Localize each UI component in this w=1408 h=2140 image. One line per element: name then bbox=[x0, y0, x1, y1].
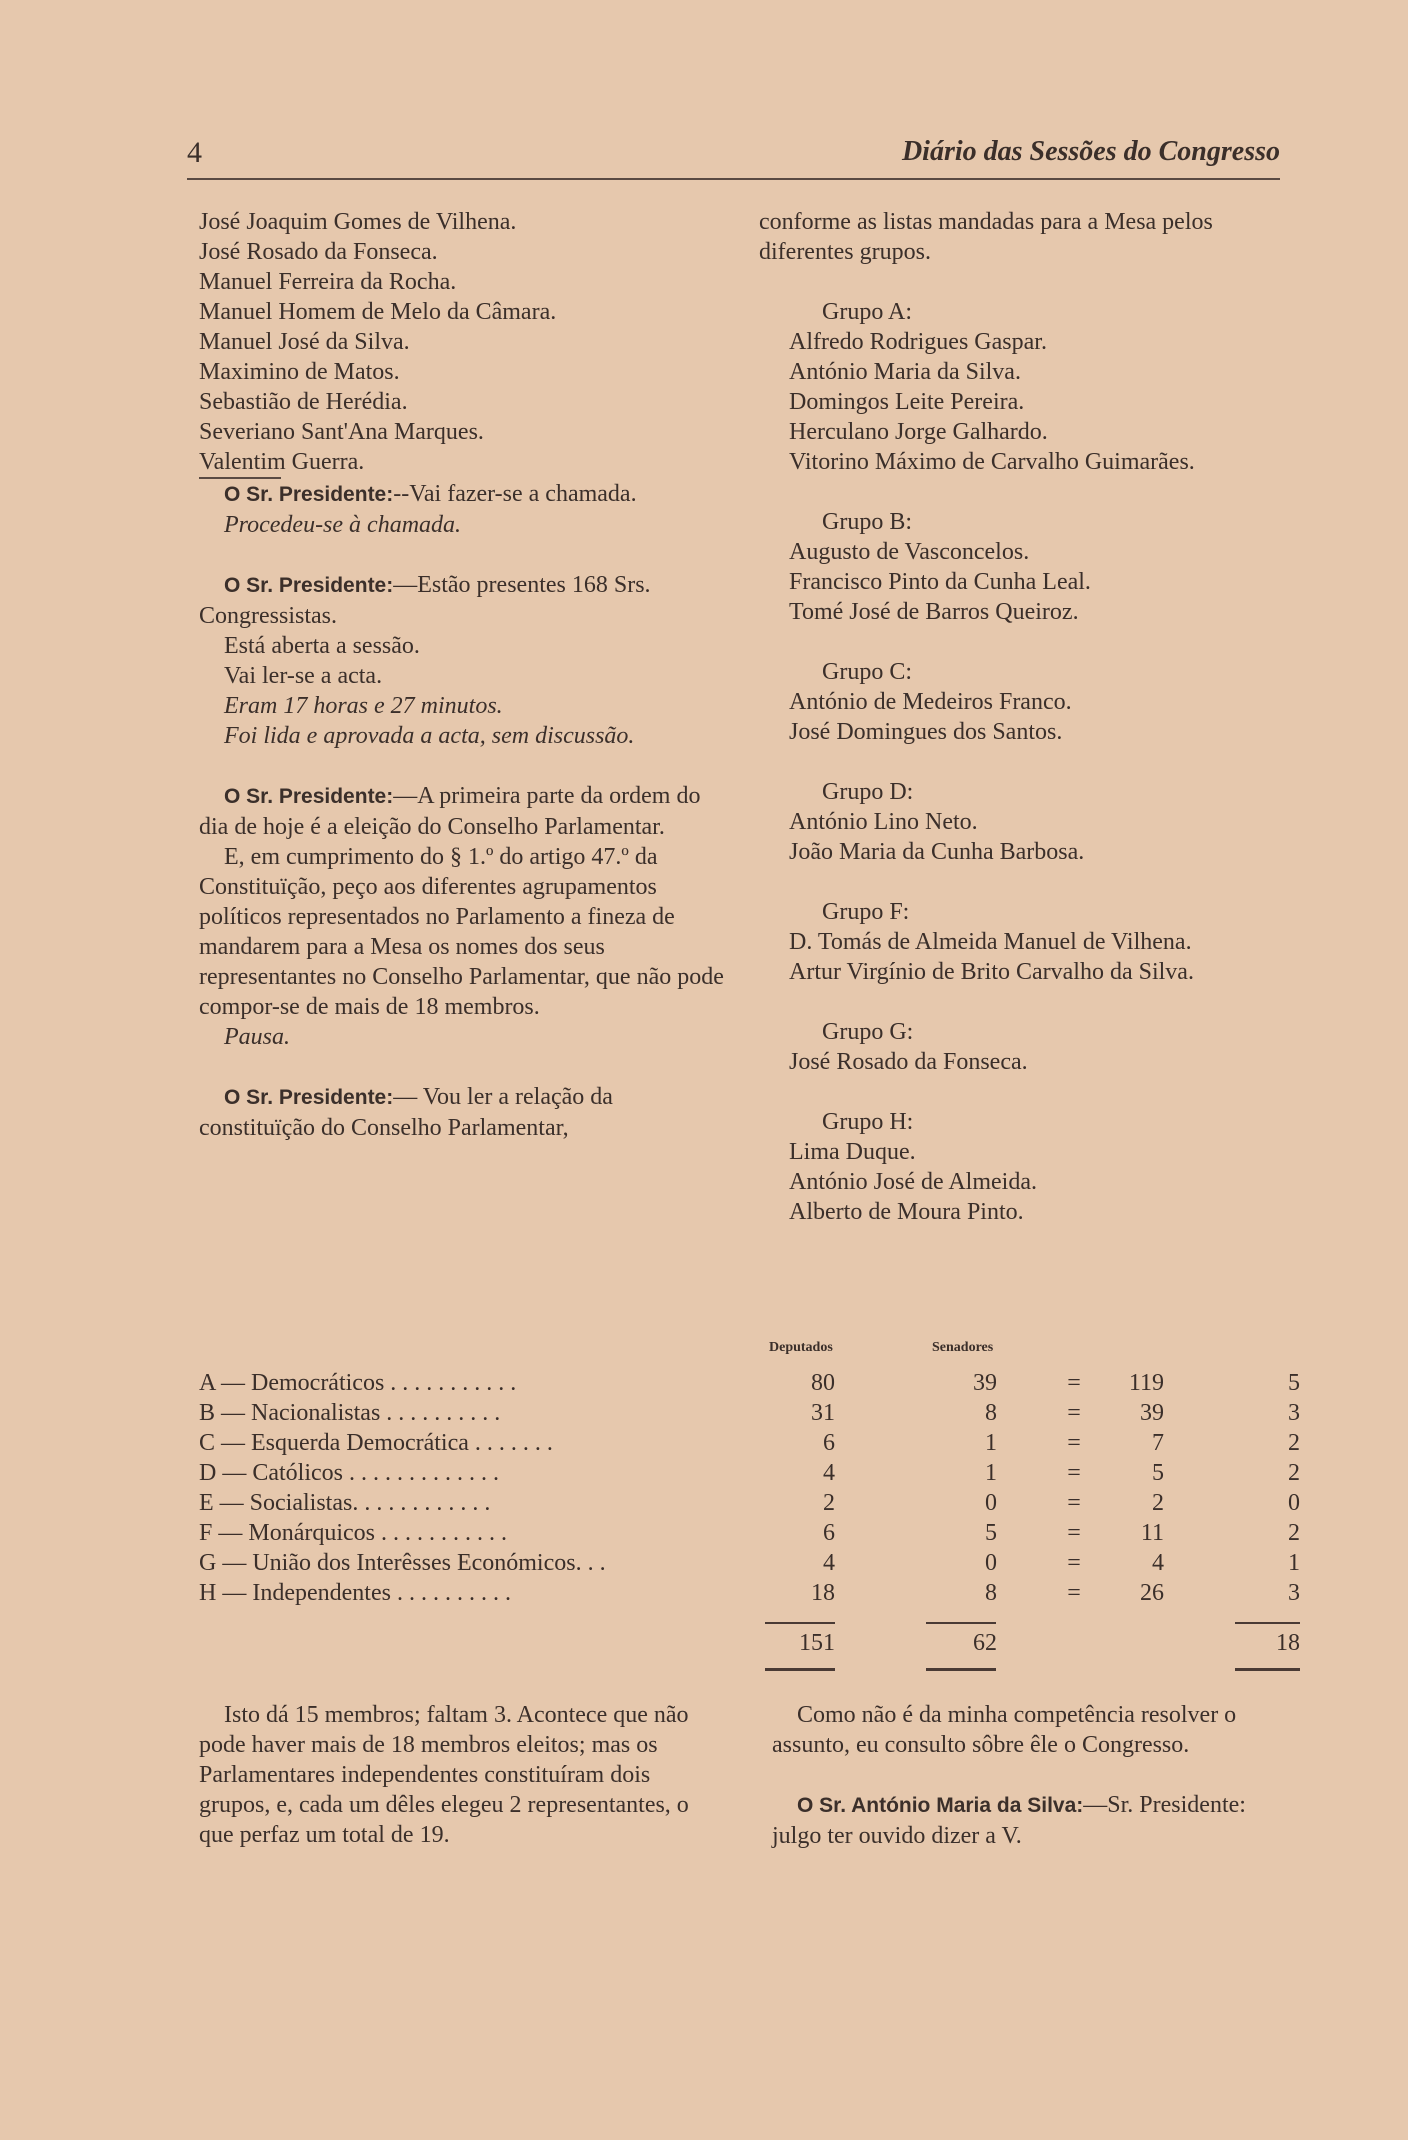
total-senadores: 62 bbox=[973, 1630, 997, 1656]
senadores-value: 5 bbox=[985, 1520, 997, 1546]
right-column bbox=[759, 207, 1287, 1227]
col-header-deputados: Deputados bbox=[769, 1340, 833, 1355]
representantes-value: 0 bbox=[1288, 1490, 1300, 1516]
row-label: G — União dos Interêsses Económicos. . . bbox=[199, 1550, 606, 1576]
group-member: António de Medeiros Franco. bbox=[789, 689, 1072, 715]
representantes-value: 5 bbox=[1288, 1370, 1300, 1396]
paragraph: O Sr. António Maria da Silva:—Sr. Presidente: julgo ter ouvido dizer a V. bbox=[772, 1792, 1246, 1849]
group-member: Francisco Pinto da Cunha Leal. bbox=[789, 569, 1091, 595]
group-title: Grupo D: bbox=[822, 779, 914, 805]
name-line: Maximino de Matos. bbox=[199, 359, 400, 385]
paragraph: Como não é da minha competência resolver o assunto, eu consulto sôbre êle o Congresso. bbox=[772, 1702, 1237, 1758]
representantes-value: 3 bbox=[1288, 1580, 1300, 1606]
deputados-value: 2 bbox=[823, 1490, 835, 1516]
group-title: Grupo G: bbox=[822, 1019, 914, 1045]
total-underline bbox=[926, 1668, 996, 1671]
table-row bbox=[199, 1550, 1300, 1580]
group-member: Herculano Jorge Galhardo. bbox=[789, 419, 1048, 445]
group-member: Augusto de Vasconcelos. bbox=[789, 539, 1030, 565]
bottom-left-column bbox=[199, 1700, 727, 1850]
row-label: A — Democráticos . . . . . . . . . . . bbox=[199, 1370, 517, 1396]
totals-row bbox=[199, 1630, 1300, 1660]
group-member: Artur Virgínio de Brito Carvalho da Silva. bbox=[789, 959, 1194, 985]
equals-sign: = bbox=[1067, 1550, 1081, 1576]
sum-line bbox=[926, 1622, 996, 1624]
table-row bbox=[199, 1490, 1300, 1520]
paragraph: conforme as listas mandadas para a Mesa pelos diferentes grupos. bbox=[759, 209, 1213, 265]
group-member: António José de Almeida. bbox=[789, 1169, 1037, 1195]
stage-direction: Foi lida e aprovada a acta, sem discussão. bbox=[224, 723, 635, 749]
group-member: José Rosado da Fonseca. bbox=[789, 1049, 1028, 1075]
deputados-value: 6 bbox=[823, 1520, 835, 1546]
header-rule bbox=[187, 178, 1280, 180]
representantes-value: 2 bbox=[1288, 1460, 1300, 1486]
senadores-value: 1 bbox=[985, 1430, 997, 1456]
paragraph: Está aberta a sessão. bbox=[224, 633, 420, 659]
table-row bbox=[199, 1370, 1300, 1400]
senadores-value: 0 bbox=[985, 1550, 997, 1576]
page-number: 4 bbox=[187, 136, 202, 169]
total-value: 26 bbox=[1140, 1580, 1164, 1606]
table-row bbox=[199, 1400, 1300, 1430]
paragraph: O Sr. Presidente:—Estão presentes 168 Srs. Congressistas. bbox=[199, 572, 651, 629]
equals-sign: = bbox=[1067, 1430, 1081, 1456]
group-title: Grupo B: bbox=[822, 509, 912, 535]
total-underline bbox=[1235, 1668, 1300, 1671]
total-value: 119 bbox=[1128, 1370, 1164, 1396]
equals-sign: = bbox=[1067, 1520, 1081, 1546]
name-line: Manuel Ferreira da Rocha. bbox=[199, 269, 457, 295]
name-line: Sebastião de Herédia. bbox=[199, 389, 408, 415]
group-member: António Lino Neto. bbox=[789, 809, 978, 835]
speaker: O Sr. Presidente: bbox=[224, 483, 394, 506]
deputados-value: 18 bbox=[811, 1580, 835, 1606]
group-member: António Maria da Silva. bbox=[789, 359, 1021, 385]
group-title: Grupo F: bbox=[822, 899, 910, 925]
speaker: O Sr. Presidente: bbox=[224, 574, 394, 597]
deputados-value: 31 bbox=[811, 1400, 835, 1426]
sum-line bbox=[1235, 1622, 1300, 1624]
total-value: 7 bbox=[1152, 1430, 1164, 1456]
row-label: H — Independentes . . . . . . . . . . bbox=[199, 1580, 511, 1606]
group-member: Domingos Leite Pereira. bbox=[789, 389, 1025, 415]
row-label: F — Monárquicos . . . . . . . . . . . bbox=[199, 1520, 507, 1546]
paragraph: Vai ler-se a acta. bbox=[224, 663, 383, 689]
table-row bbox=[199, 1430, 1300, 1460]
group-title: Grupo C: bbox=[822, 659, 912, 685]
paragraph: O Sr. Presidente:— Vou ler a relação da constituïção do Conselho Parlamentar, bbox=[199, 1084, 613, 1141]
row-label: C — Esquerda Democrática . . . . . . . bbox=[199, 1430, 553, 1456]
paragraph: O Sr. Presidente:—A primeira parte da ordem do dia de hoje é a eleição do Conselho Parlamentar. bbox=[199, 783, 701, 840]
running-title: Diário das Sessões do Congresso bbox=[901, 136, 1280, 167]
senadores-value: 8 bbox=[985, 1580, 997, 1606]
equals-sign: = bbox=[1067, 1400, 1081, 1426]
table-row bbox=[199, 1520, 1300, 1550]
senadores-value: 8 bbox=[985, 1400, 997, 1426]
bottom-right-column bbox=[772, 1700, 1300, 1851]
name-line: Valentim Guerra. bbox=[199, 449, 365, 475]
row-label: B — Nacionalistas . . . . . . . . . . bbox=[199, 1400, 501, 1426]
row-label: D — Católicos . . . . . . . . . . . . . bbox=[199, 1460, 499, 1486]
stage-direction: Eram 17 horas e 27 minutos. bbox=[224, 693, 503, 719]
speaker: O Sr. Presidente: bbox=[224, 785, 394, 808]
col-header-senadores: Senadores bbox=[932, 1340, 994, 1355]
group-member: Vitorino Máximo de Carvalho Guimarães. bbox=[789, 449, 1195, 475]
group-member: José Domingues dos Santos. bbox=[789, 719, 1063, 745]
total-value: 4 bbox=[1152, 1550, 1164, 1576]
paragraph: Isto dá 15 membros; faltam 3. Acontece que não pode haver mais de 18 membros eleitos; mas os Parlamentares independentes constituíram dois grupos, e, cada um dêles elegeu 2 representantes, o que perfaz um total de 19. bbox=[199, 1702, 689, 1848]
row-label: E — Socialistas. . . . . . . . . . . . bbox=[199, 1490, 491, 1516]
equals-sign: = bbox=[1067, 1490, 1081, 1516]
total-value: 11 bbox=[1140, 1520, 1164, 1546]
equals-sign: = bbox=[1067, 1580, 1081, 1606]
total-deputados: 151 bbox=[799, 1630, 835, 1656]
stage-direction: Pausa. bbox=[224, 1024, 290, 1050]
deputados-value: 80 bbox=[811, 1370, 835, 1396]
deputados-value: 4 bbox=[823, 1460, 835, 1486]
group-title: Grupo H: bbox=[822, 1109, 914, 1135]
name-line: Manuel Homem de Melo da Câmara. bbox=[199, 299, 557, 325]
speaker: O Sr. Presidente: bbox=[224, 1086, 394, 1109]
deputados-value: 6 bbox=[823, 1430, 835, 1456]
total-underline bbox=[765, 1668, 835, 1671]
representantes-value: 2 bbox=[1288, 1430, 1300, 1456]
name-line: Manuel José da Silva. bbox=[199, 329, 410, 355]
senadores-value: 0 bbox=[985, 1490, 997, 1516]
equals-sign: = bbox=[1067, 1460, 1081, 1486]
name-line: Severiano Sant'Ana Marques. bbox=[199, 419, 484, 445]
paragraph: E, em cumprimento do § 1.º do artigo 47.º da Constituïção, peço aos diferentes agrupamentos políticos representados no Parlamento a fineza de mandarem para a Mesa os nomes dos seus representantes no Conselho Parlamentar, que não pode compor-se de mais de 18 membros. bbox=[199, 844, 724, 1020]
group-member: Alberto de Moura Pinto. bbox=[789, 1199, 1024, 1225]
representantes-value: 3 bbox=[1288, 1400, 1300, 1426]
total-value: 5 bbox=[1152, 1460, 1164, 1486]
sum-line bbox=[765, 1622, 835, 1624]
group-title: Grupo A: bbox=[822, 299, 912, 325]
senadores-value: 39 bbox=[973, 1370, 997, 1396]
group-member: D. Tomás de Almeida Manuel de Vilhena. bbox=[789, 929, 1192, 955]
table-row bbox=[199, 1580, 1300, 1610]
name-line: José Rosado da Fonseca. bbox=[199, 239, 438, 265]
group-member: Lima Duque. bbox=[789, 1139, 916, 1165]
table-row bbox=[199, 1460, 1300, 1490]
total-representantes: 18 bbox=[1276, 1630, 1300, 1656]
deputados-value: 4 bbox=[823, 1550, 835, 1576]
stage-direction: Procedeu-se à chamada. bbox=[224, 512, 462, 538]
group-member: Alfredo Rodrigues Gaspar. bbox=[789, 329, 1047, 355]
name-line: José Joaquim Gomes de Vilhena. bbox=[199, 209, 517, 235]
paragraph: O Sr. Presidente:--Vai fazer-se a chamada. bbox=[224, 481, 637, 507]
group-member: João Maria da Cunha Barbosa. bbox=[789, 839, 1085, 865]
total-value: 39 bbox=[1140, 1400, 1164, 1426]
representantes-value: 1 bbox=[1288, 1550, 1300, 1576]
senadores-value: 1 bbox=[985, 1460, 997, 1486]
group-member: Tomé José de Barros Queiroz. bbox=[789, 599, 1079, 625]
equals-sign: = bbox=[1067, 1370, 1081, 1396]
name-list bbox=[199, 207, 727, 477]
left-column bbox=[199, 207, 727, 1143]
speaker: O Sr. António Maria da Silva: bbox=[797, 1794, 1084, 1817]
representantes-value: 2 bbox=[1288, 1520, 1300, 1546]
group-list bbox=[759, 297, 1287, 1227]
total-value: 2 bbox=[1152, 1490, 1164, 1516]
